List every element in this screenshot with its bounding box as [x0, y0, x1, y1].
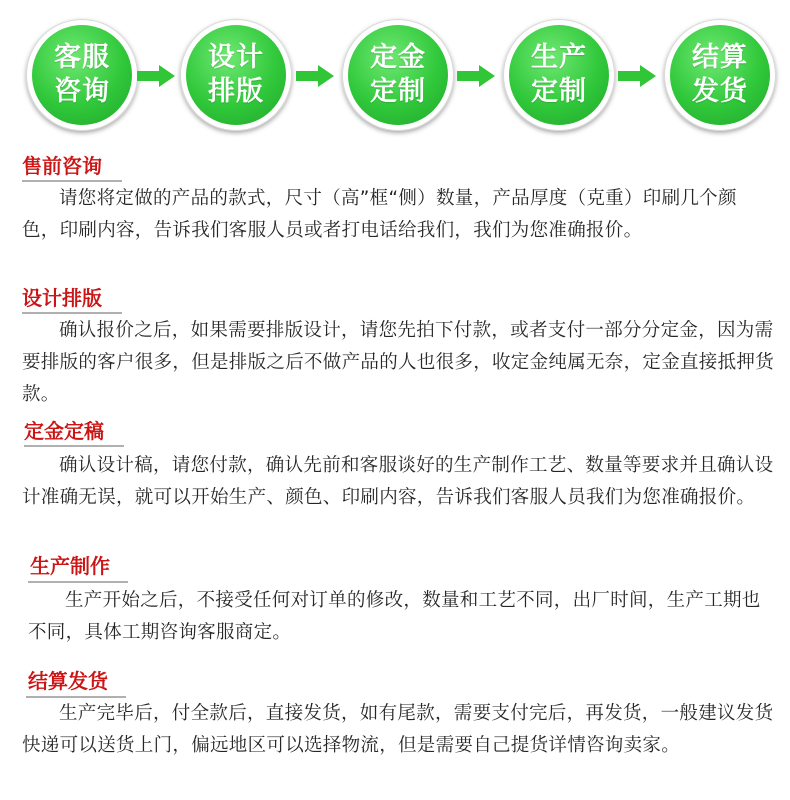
step-production	[503, 19, 615, 131]
step-label-line1: 结算	[692, 42, 748, 73]
step-label-line2: 发货	[692, 76, 748, 107]
section-text: 生产完毕后，付全款后，直接发货，如有尾款，需要支付完后，再发货，一般建议发货快递可以送货上门，偏远地区可以选择物流，但是需要自己提货详情咨询卖家。	[22, 703, 774, 756]
step-circle	[670, 25, 770, 125]
step-circle	[186, 25, 286, 125]
step-label-line2: 定制	[370, 76, 426, 107]
step-settlement-shipping	[664, 19, 776, 131]
step-label-line2: 咨询	[54, 76, 110, 107]
step-label-line1: 客服	[54, 42, 110, 73]
step-customer-service	[26, 19, 138, 131]
step-circle	[509, 25, 609, 125]
arrow-right-icon	[618, 65, 656, 87]
heading-underline	[22, 312, 122, 314]
step-design-layout	[180, 19, 292, 131]
step-label-line2: 定制	[531, 76, 587, 107]
section-text: 确认报价之后，如果需要排版设计，请您先拍下付款，或者支付一部分分定金，因为需要排版的客户很多，但是排版之后不做产品的人也很多，收定金纯属无奈，定金直接抵押货款。	[22, 320, 775, 405]
arrow-right-icon	[296, 65, 334, 87]
heading-underline	[28, 581, 128, 583]
step-label-line1: 定金	[370, 42, 426, 73]
section-heading: 结算发货	[28, 669, 108, 693]
heading-underline	[24, 445, 124, 447]
heading-underline	[22, 180, 122, 182]
arrow-right-icon	[137, 65, 175, 87]
section-heading: 定金定稿	[24, 419, 104, 443]
step-deposit	[342, 19, 454, 131]
section-text: 生产开始之后，不接受任何对订单的修改，数量和工艺不同，出厂时间，生产工期也不同，具体工期咨询客服商定。	[28, 590, 761, 643]
step-label-line1: 设计	[208, 42, 264, 73]
section-text: 请您将定做的产品的款式，尺寸（高”框“侧）数量，产品厚度（克重）印刷几个颜色，印刷内容，告诉我们客服人员或者打电话给我们，我们为您准确报价。	[22, 188, 737, 241]
arrow-right-icon	[457, 65, 495, 87]
section-text: 确认设计稿，请您付款，确认先前和客服谈好的生产制作工艺、数量等要求并且确认设计准确无误，就可以开始生产、颜色、印刷内容，告诉我们客服人员我们为您准确报价。	[22, 455, 774, 508]
section-heading: 设计排版	[22, 286, 102, 310]
step-circle	[32, 25, 132, 125]
process-flow	[0, 0, 790, 150]
step-label-line1: 生产	[531, 42, 587, 73]
step-label-line2: 排版	[208, 76, 264, 107]
step-circle	[348, 25, 448, 125]
section-heading: 生产制作	[30, 554, 110, 578]
section-heading: 售前咨询	[22, 154, 102, 178]
